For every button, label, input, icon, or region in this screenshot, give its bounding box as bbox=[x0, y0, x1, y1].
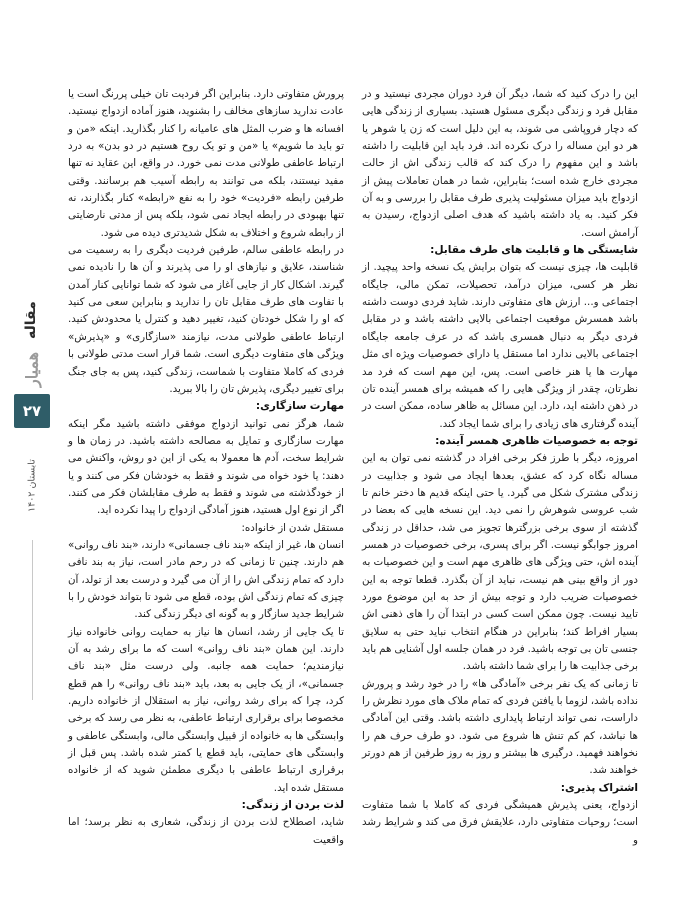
paragraph: در رابطه عاطفی سالم، طرفین فردیت دیگری را به رسمیت می شناسند، علایق و نیازهای او را می پذیرند و آن ها را نادیده نمی گیرند. اشکال کار از جایی آغاز می شود که شما توانایی کنار آمدن با تفاوت های طرف مقابل تان را ندارید و بنابراین سعی می کنید که او را شکل خودتان کنید، تغییر دهید و کنترل یا محدودش کنید. ارتباط عاطفی طولانی مدت، نیازمند «سازگاری» و «پذیرش» ویژگی های متفاوت دیگری است. شما قرار است مدتی طولانی با فردی که کاملا متفاوت با شماست، زندگی کنید، پس به جای جنگ برای تغییر دیگری، پذیرش تان را بالا ببرید. bbox=[68, 244, 344, 395]
section-label: مقاله bbox=[23, 301, 39, 339]
paragraph: ازدواج، یعنی پذیرش همیشگی فردی که کاملا با شما متفاوت است؛ روحیات متفاوتی دارد، علایقش فرق می کند و شرایط رشد و bbox=[362, 799, 638, 846]
paragraph: تا زمانی که یک نفر برخی «آمادگی ها» را در خود رشد و پرورش نداده باشد، لزوما با یافتن فردی که تمام ملاک های مورد نظرش را داراست، نمی تواند ارتباط پایداری داشته باشد. وقتی این آمادگی ها نباشد، کم کم تنش ها شروع می شود. دو طرف حرف هم را نخواهند فهمید. درگیری ها بیشتر و روز به روز طرفین از هم دورتر خواهند شد. bbox=[362, 677, 638, 777]
page-side-strip bbox=[14, 290, 54, 710]
paragraph: مستقل شدن از خانواده: bbox=[241, 521, 344, 534]
section-heading: توجه به خصوصیات ظاهری همسر آینده: bbox=[435, 434, 638, 447]
strip-divider bbox=[32, 540, 33, 700]
section-heading: اشتراک پذیری: bbox=[560, 781, 638, 794]
page-number-badge: ۲۷ bbox=[14, 394, 50, 428]
paragraph: انسان ها، غیر از اینکه «بند ناف جسمانی» دارند، «بند ناف روانی» هم دارند. چنین تا زمانی که در رحم مادر است، نیاز به بند نافی دارد که تمام زندگی اش را از آن می گیرد و درست بعد از تولد، آن چیزی که تمام زندگی اش بوده، قطع می شود تا بتواند خودش را با شرایط جدید سازگار و به گونه ای دیگر زندگی کند. bbox=[68, 538, 344, 621]
text-column-right bbox=[362, 86, 638, 846]
paragraph: شما، هرگز نمی توانید ازدواج موفقی داشته باشید مگر اینکه مهارت سازگاری و تمایل به مصالحه داشته باشید. در زمان ها و شرایط سخت، آدم ها معمولا به یکی از این دو روش، واکنش می دهند: یا خود خواه می شوند و فقط به خودشان فکر می کنند و یا از خودگذشته می شوند و فقط به طرف مقابلشان فکر می کنند. اگر از نوع اول هستید، هنوز آمادگی ازدواج را پیدا نکرده اید. bbox=[68, 417, 344, 517]
paragraph: پرورش متفاوتی دارد. بنابراین اگر فردیت تان خیلی پررنگ است یا عادت ندارید سازهای مخالف را بشنوید، هنوز آماده ازدواج نیستید. افسانه ها و ضرب المثل های عامیانه را کنار بگذارید. اینکه «من و تو باید ما شویم» یا «من و تو یک روح هستیم در دو بدن» به درد ارتباط عاطفی طولانی مدت نمی خورد. در واقع، این عقاید نه تنها مفید نیستند، بلکه می توانند به رابطه آسیب هم برسانند. وقتی طرفین رابطه «فردیت» خود را به نفع «رابطه» کنار بگذارند، نه تنها بهبودی در رابطه ایجاد نمی شود، بلکه پس از مدتی نارضایتی از رابطه شروع و اختلاف به شکل شدیدتری دیده می شود. bbox=[68, 88, 344, 239]
section-heading: مهارت سازگاری: bbox=[255, 400, 344, 413]
paragraph: امروزه، دیگر با طرز فکر برخی افراد در گذشته نمی توان به این مساله نگاه کرد که عشق، بعدها ایجاد می شود و جذابیت در زندگی مشترک شکل می گیرد. یا حتی اینکه قدیم ها دختر خانم تا شب عروسی شوهرش را نمی دید. این نسخه هایی که بعضا در گذشته از سوی برخی بزرگترها تجویز می شد، حداقل در زندگی امروز جوابگو نیست. اگر برای پسری، برخی خصوصیات در همسر آینده اش، حتی ویژگی های ظاهری مهم است و این خصوصیات به دور از واقع بینی هم نیست، نباید از آن بگذرد. قطعا توجه به این خصوصیات ضریب دارد و توجه بیش از حد به این موضوع مورد تایید نیست. چون ممکن است کسی در ابتدا آن را های ذهنی اش بسیار افراط کند؛ بنابراین در هنگام انتخاب نباید حتی به سلایق جنسی تان بی توجه باشید. فرد در همان جلسه اول آشنایی هم باید برخی جذابیت ها را برای شما داشته باشد. bbox=[362, 452, 638, 673]
magazine-logo: همیار bbox=[22, 351, 42, 387]
section-heading: لذت بردن از زندگی: bbox=[241, 799, 344, 812]
paragraph: تا یک جایی از رشد، انسان ها نیاز به حمایت روانی خانواده نیاز دارند. این همان «بند ناف روانی» است که ما برای رشد به آن نیازمندیم؛ حمایت همه جانبه. ولی درست مثل «بند ناف جسمانی»، از یک جایی به بعد، باید «بند ناف روانی» را هم قطع کرد، چرا که برای رشد روانی، نیاز به استقلال از خانواده داریم. مخصوصا برای برقراری ارتباط عاطفی، به نظر می رسد که برخی وابستگی ها به خانواده از قبیل وابستگی مالی، وابستگی عاطفی و وابستگی های حمایتی، باید قطع یا کمتر شده باشد. پس قبل از برقراری ارتباط عاطفی با دیگری مطمئن شوید که از خانواده مستقل شده اید. bbox=[68, 625, 344, 794]
issue-date: تابستان ۱۴۰۲ bbox=[26, 459, 38, 513]
text-column-left bbox=[68, 86, 344, 846]
paragraph: قابلیت ها، چیزی نیست که بتوان برایش یک نسخه واحد پیچید. از نظر هر کسی، میزان درآمد، تحصیلات، تمکن مالی، جایگاه اجتماعی و... ارزش های متفاوتی دارند. شاید فردی دوست داشته باشد همسرش موقعیت اجتماعی بالایی داشته باشد و در مقابل فردی دیگر به دنبال همسری باشد که در عرف جامعه جایگاه اجتماعی بالایی ندارد اما مستقل یا دارای خصوصیات ویژه ای مثل مهارت ها یا هنر خاصی است. پس، این مهم است که فرد مد نظرتان، چقدر از ویژگی هایی را که همیشه برای همسر آینده تان در ذهن داشته اید، دارد. این مسائل به ظاهر ساده، ممکن است در آینده گرفتاری های زیادی را برای شما ایجاد کند. bbox=[362, 261, 638, 430]
section-heading: شایستگی ها و قابلیت های طرف مقابل: bbox=[430, 244, 638, 257]
paragraph: این را درک کنید که شما، دیگر آن فرد دوران مجردی نیستید و در مقابل فرد و زندگی دیگری مسئول هستید. بسیاری از زندگی هایی که دچار فروپاشی می شوند، به این دلیل است که زن یا شوهر یا هر دو این مساله را درک نکرده اند. فرد باید این قابلیت را داشته باشد و این مفهوم را درک کند که قالب زندگی اش از حالت مجردی خارج شده است؛ بنابراین، شما در همان تعاملات پیش از ازدواج باید میزان مسئولیت پذیری طرف مقابل را بررسی و به آن فکر کنید. به یاد داشته باشید که هدف اصلی ازدواج، رسیدن به آرامش است. bbox=[362, 88, 638, 239]
paragraph: شاید، اصطلاح لذت بردن از زندگی، شعاری به نظر برسد؛ اما واقعیت bbox=[68, 816, 344, 846]
